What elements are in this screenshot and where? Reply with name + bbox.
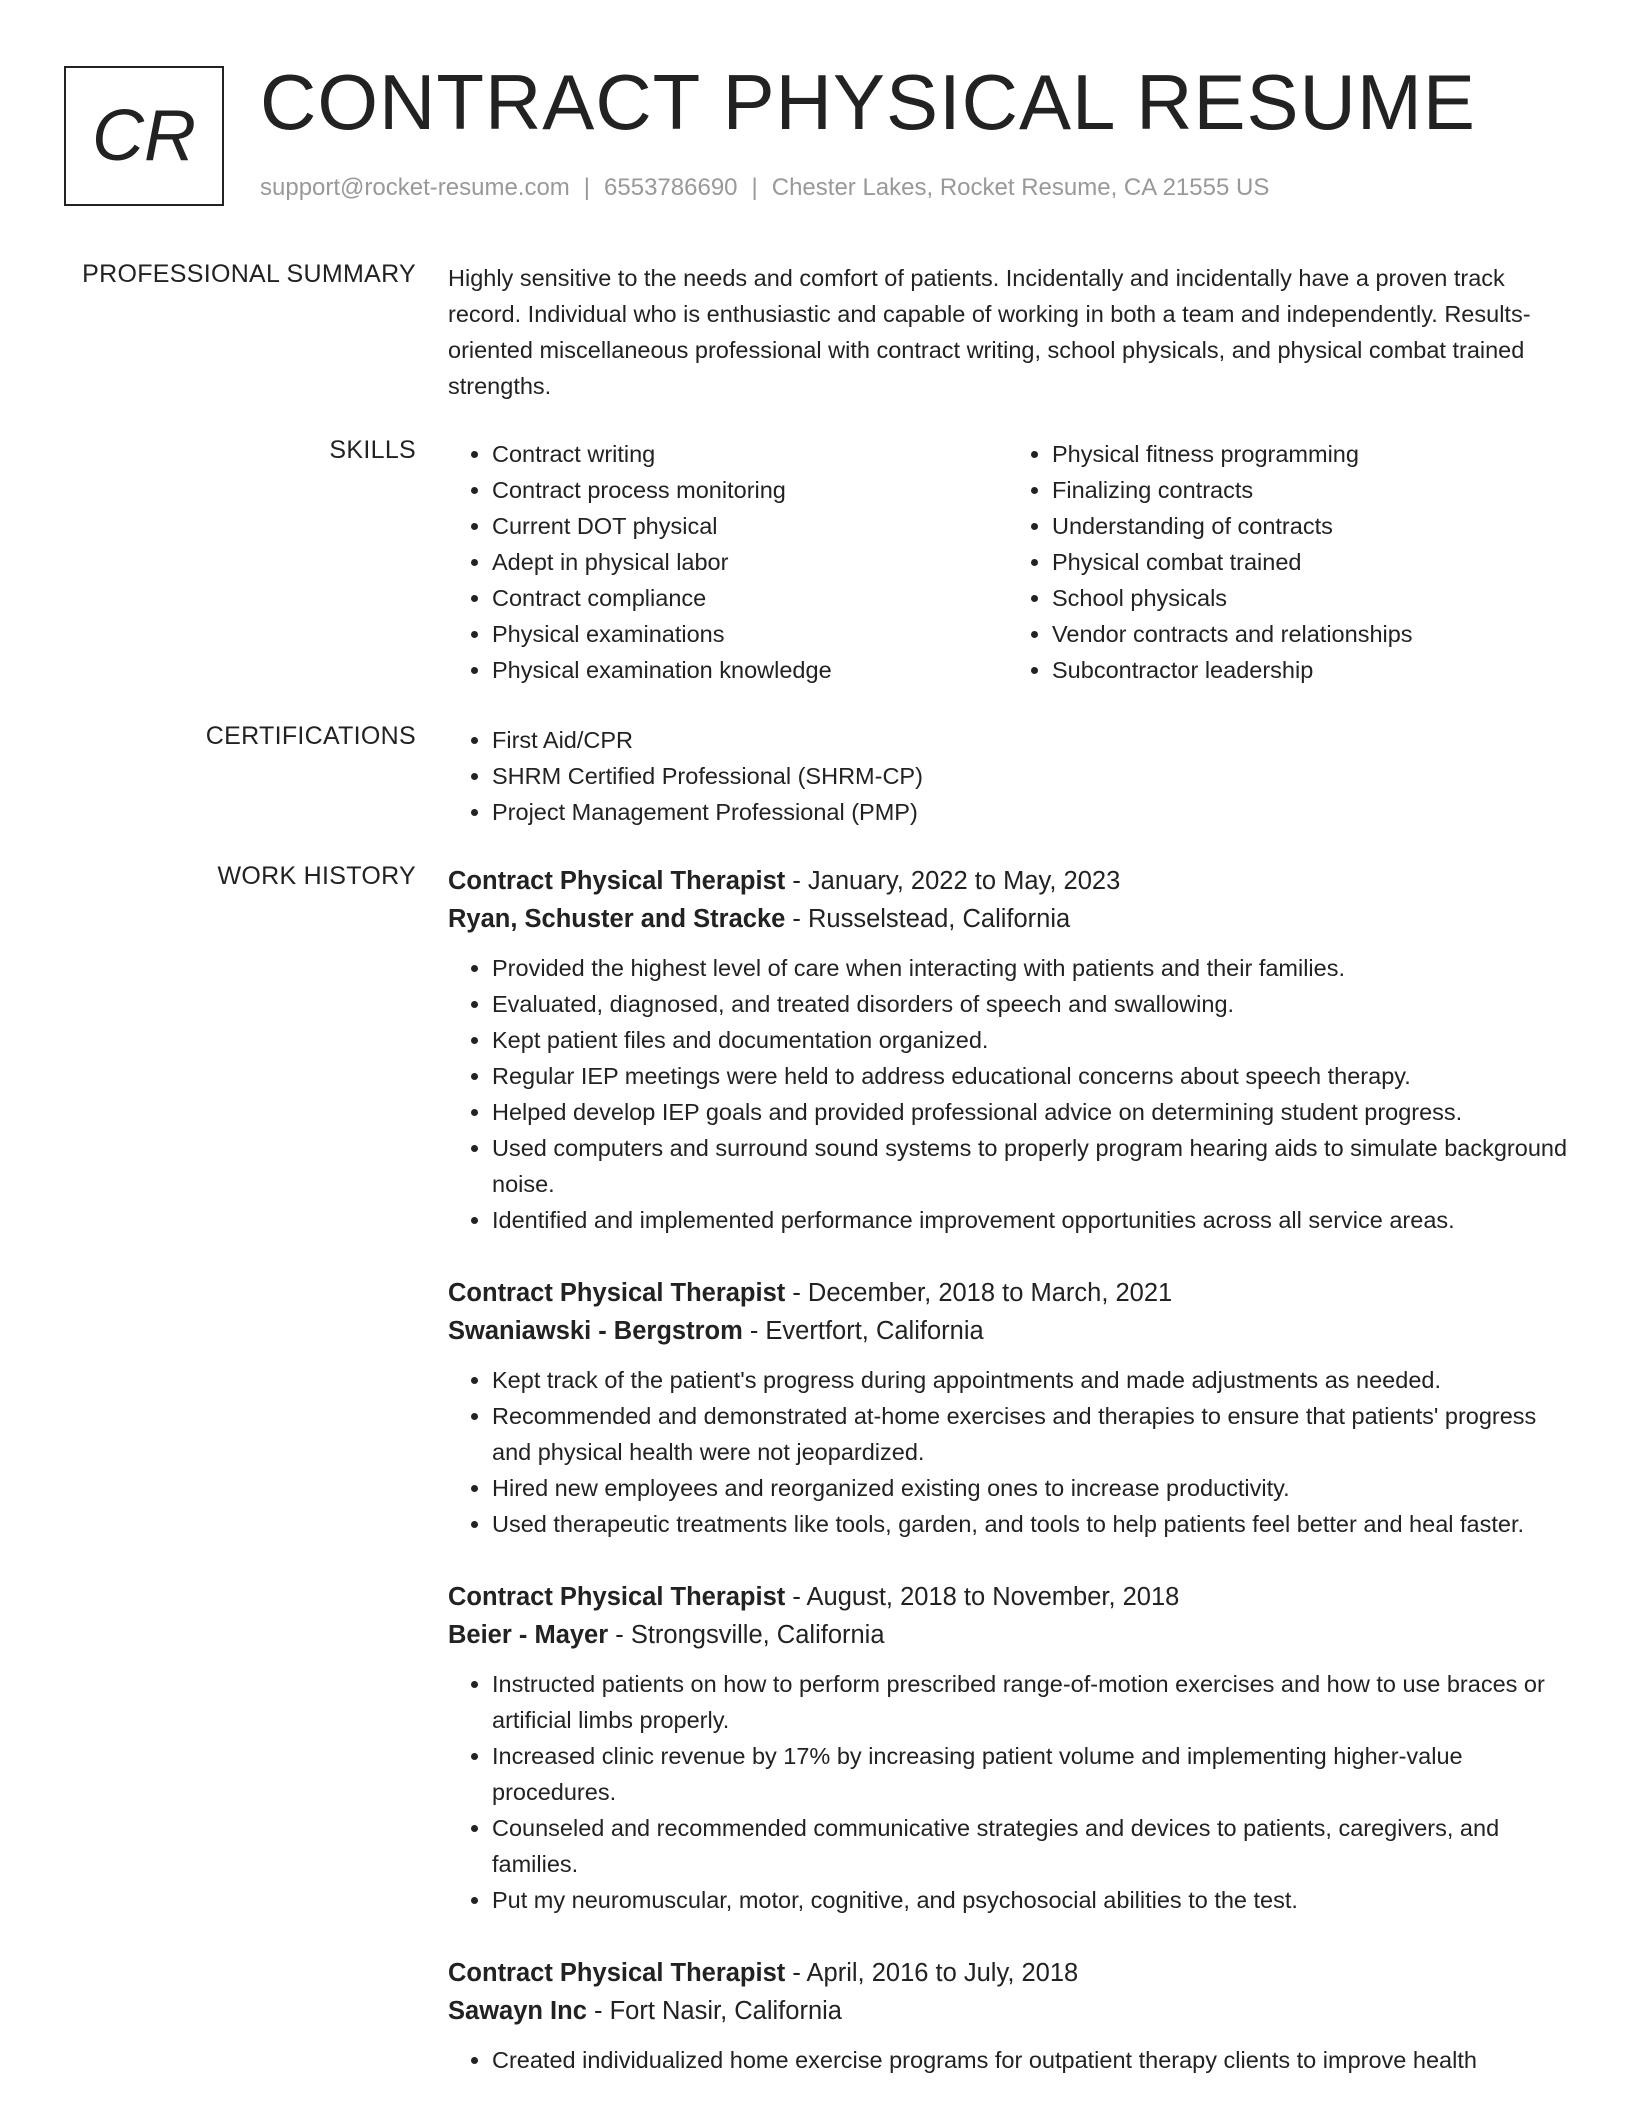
job-duties-list xyxy=(448,1666,1568,1918)
job-duty: • Helped develop IEP goals and provided professional advice on determining student progress. xyxy=(492,1094,1568,1130)
job-title: Contract Physical Therapist xyxy=(448,1279,786,1307)
job-title: Contract Physical Therapist xyxy=(448,1959,786,1987)
job-dates: - August, 2018 to November, 2018 xyxy=(785,1583,1180,1611)
skill-item: • Vendor contracts and relationships xyxy=(1052,616,1568,652)
skill-item: • School physicals xyxy=(1052,580,1568,616)
skill-item: • Physical examination knowledge xyxy=(492,652,1008,688)
job-company-line xyxy=(448,900,1568,938)
job-duty: • Counseled and recommended communicative strategies and devices to patients, caregivers, and families. xyxy=(492,1810,1568,1882)
skill-item: • Current DOT physical xyxy=(492,508,1008,544)
job-location: - Strongsville, California xyxy=(608,1621,885,1649)
job-entry xyxy=(448,862,1568,1238)
job-duties-list xyxy=(448,1362,1568,1542)
job-duty: • Evaluated, diagnosed, and treated disorders of speech and swallowing. xyxy=(492,986,1568,1022)
job-dates: - April, 2016 to July, 2018 xyxy=(785,1959,1079,1987)
certifications-heading: CERTIFICATIONS xyxy=(205,722,416,750)
job-duty: • Used therapeutic treatments like tools, garden, and tools to help patients feel better and heal faster. xyxy=(492,1506,1568,1542)
skills-list-left xyxy=(448,436,1008,688)
contact-line xyxy=(260,174,1269,202)
job-title-line xyxy=(448,1274,1568,1312)
job-duty: • Increased clinic revenue by 17% by increasing patient volume and implementing higher-value procedures. xyxy=(492,1738,1568,1810)
skill-item: • Physical combat trained xyxy=(1052,544,1568,580)
job-duty: • Used computers and surround sound systems to properly program hearing aids to simulate background noise. xyxy=(492,1130,1568,1202)
skills-list-right xyxy=(1008,436,1568,688)
certifications-list xyxy=(448,722,1568,830)
contact-address: Chester Lakes, Rocket Resume, CA 21555 US xyxy=(771,174,1270,201)
skill-item: • Contract process monitoring xyxy=(492,472,1008,508)
job-company: Ryan, Schuster and Stracke xyxy=(448,905,786,933)
job-title-line xyxy=(448,1578,1568,1616)
certification-item: • First Aid/CPR xyxy=(492,722,1568,758)
job-entry xyxy=(448,1578,1568,1918)
job-duties-list xyxy=(448,950,1568,1238)
contact-phone[interactable]: 6553786690 xyxy=(604,174,738,201)
job-duty: • Recommended and demonstrated at-home exercises and therapies to ensure that patients' progress and physical health were not jeopardized. xyxy=(492,1398,1568,1470)
certification-item: • Project Management Professional (PMP) xyxy=(492,794,1568,830)
job-duty: • Created individualized home exercise programs for outpatient therapy clients to improve health xyxy=(492,2042,1568,2078)
job-duty: • Put my neuromuscular, motor, cognitive, and psychosocial abilities to the test. xyxy=(492,1882,1568,1918)
job-company: Beier - Mayer xyxy=(448,1621,609,1649)
work-history-heading: WORK HISTORY xyxy=(217,862,416,890)
job-title: Contract Physical Therapist xyxy=(448,867,786,895)
job-dates: - December, 2018 to March, 2021 xyxy=(785,1279,1173,1307)
skill-item: • Contract compliance xyxy=(492,580,1008,616)
job-entry xyxy=(448,1274,1568,1542)
contact-email[interactable]: support@rocket-resume.com xyxy=(260,174,570,201)
skill-item: • Understanding of contracts xyxy=(1052,508,1568,544)
skill-item: • Contract writing xyxy=(492,436,1008,472)
job-location: - Fort Nasir, California xyxy=(586,1997,842,2025)
skill-item: • Physical fitness programming xyxy=(1052,436,1568,472)
job-duty: • Kept patient files and documentation organized. xyxy=(492,1022,1568,1058)
job-title-line xyxy=(448,862,1568,900)
job-company-line xyxy=(448,1992,1568,2030)
resume-title: CONTRACT PHYSICAL RESUME xyxy=(260,58,1476,146)
job-duties-list xyxy=(448,2042,1568,2078)
job-title-line xyxy=(448,1954,1568,1992)
summary-heading: PROFESSIONAL SUMMARY xyxy=(82,260,416,288)
skill-item: • Physical examinations xyxy=(492,616,1008,652)
monogram-badge xyxy=(64,66,224,206)
skills-heading: SKILLS xyxy=(329,436,416,464)
job-company: Swaniawski - Bergstrom xyxy=(448,1317,743,1345)
skill-item: • Finalizing contracts xyxy=(1052,472,1568,508)
job-company-line xyxy=(448,1312,1568,1350)
job-company-line xyxy=(448,1616,1568,1654)
job-duty: • Regular IEP meetings were held to address educational concerns about speech therapy. xyxy=(492,1058,1568,1094)
job-location: - Russelstead, California xyxy=(785,905,1071,933)
contact-separator: | xyxy=(751,174,758,201)
job-duty: • Hired new employees and reorganized existing ones to increase productivity. xyxy=(492,1470,1568,1506)
job-dates: - January, 2022 to May, 2023 xyxy=(785,867,1121,895)
job-duty: • Provided the highest level of care when interacting with patients and their families. xyxy=(492,950,1568,986)
skill-item: • Adept in physical labor xyxy=(492,544,1008,580)
contact-separator: | xyxy=(583,174,591,201)
job-location: - Evertfort, California xyxy=(742,1317,984,1345)
summary-text: Highly sensitive to the needs and comfort of patients. Incidentally and incidentally have a proven track record. Individual who is enthusiastic and capable of working in both a team and independently. Results-oriented miscellaneous professional with contract writing, school physicals, and physical combat trained strengths. xyxy=(448,265,1531,399)
job-duty: • Identified and implemented performance improvement opportunities across all service areas. xyxy=(492,1202,1568,1238)
monogram-text: CR xyxy=(92,96,196,176)
job-entry xyxy=(448,1954,1568,2078)
job-duty: • Kept track of the patient's progress during appointments and made adjustments as needed. xyxy=(492,1362,1568,1398)
job-duty: • Instructed patients on how to perform prescribed range-of-motion exercises and how to use braces or artificial limbs properly. xyxy=(492,1666,1568,1738)
job-title: Contract Physical Therapist xyxy=(448,1583,786,1611)
skill-item: • Subcontractor leadership xyxy=(1052,652,1568,688)
job-company: Sawayn Inc xyxy=(448,1997,587,2025)
certification-item: • SHRM Certified Professional (SHRM-CP) xyxy=(492,758,1568,794)
